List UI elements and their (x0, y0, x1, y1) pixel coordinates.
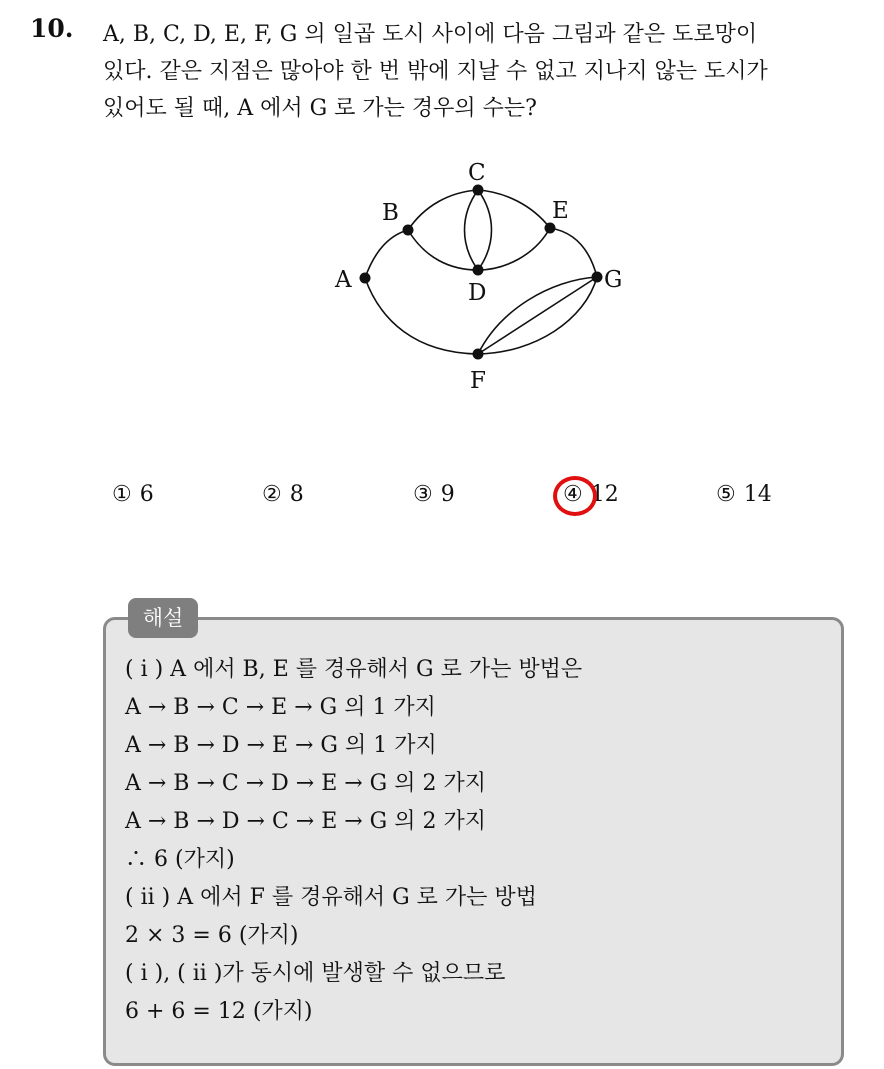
question-number: 10. (30, 14, 74, 43)
choice-mark: ④ (563, 482, 583, 507)
road-network-diagram (300, 150, 640, 400)
node-label-g: G (604, 267, 623, 293)
question-text (103, 16, 873, 127)
choice-mark: ① (112, 482, 132, 507)
choice-value: 8 (289, 482, 304, 507)
solution-line: 6 + 6 = 12 (가지) (125, 999, 313, 1024)
choice-1[interactable] (112, 482, 154, 507)
choice-value: 14 (743, 482, 772, 507)
edge-c-d-right (478, 190, 492, 270)
node-label-a: A (335, 267, 352, 293)
answer-highlight-circle (553, 476, 597, 516)
solution-line: A → B → D → C → E → G 의 2 가지 (125, 809, 486, 834)
node-label-f: F (470, 368, 486, 394)
solution-line: 2 × 3 = 6 (가지) (125, 923, 299, 948)
choice-value: 12 (590, 482, 619, 507)
node-a-dot (360, 273, 371, 284)
node-e-dot (545, 223, 556, 234)
choice-mark: ⑤ (716, 482, 736, 507)
node-f-dot (473, 349, 484, 360)
edge-f-g-straight (478, 277, 597, 354)
node-label-e: E (552, 198, 569, 224)
solution-line: ∴ 6 (가지) (125, 847, 235, 872)
node-d-dot (473, 265, 484, 276)
choice-mark: ② (262, 482, 282, 507)
edge-e-g (550, 228, 597, 277)
question-line: 있다. 같은 지점은 많아야 한 번 밖에 지날 수 없고 지나지 않는 도시가 (103, 59, 768, 84)
question-line: A, B, C, D, E, F, G 의 일곱 도시 사이에 다음 그림과 같은 도로망이 (103, 22, 758, 47)
edge-a-f (365, 278, 478, 354)
solution-line: ( i ), ( ii )가 동시에 발생할 수 없으므로 (125, 961, 506, 986)
choice-value: 9 (440, 482, 455, 507)
node-label-d: D (468, 280, 487, 306)
choice-value: 6 (139, 482, 154, 507)
choice-mark: ③ (413, 482, 433, 507)
node-label-c: C (468, 160, 486, 186)
solution-line: ( i ) A 에서 B, E 를 경유해서 G 로 가는 방법은 (125, 657, 583, 682)
solution-text (125, 651, 582, 1031)
solution-line: ( ii ) A 에서 F 를 경유해서 G 로 가는 방법 (125, 885, 537, 910)
node-g-dot (592, 272, 603, 283)
choice-5[interactable] (716, 482, 772, 507)
node-b-dot (403, 225, 414, 236)
solution-tag: 해설 (128, 598, 198, 638)
question-line: 있어도 될 때, A 에서 G 로 가는 경우의 수는? (103, 96, 537, 121)
node-c-dot (473, 185, 484, 196)
solution-line: A → B → D → E → G 의 1 가지 (125, 733, 437, 758)
solution-line: A → B → C → D → E → G 의 2 가지 (125, 771, 486, 796)
choice-2[interactable] (262, 482, 304, 507)
choice-3[interactable] (413, 482, 455, 507)
node-label-b: B (382, 200, 399, 226)
solution-line: A → B → C → E → G 의 1 가지 (125, 695, 436, 720)
edge-c-d-left (465, 190, 479, 270)
edge-a-b (365, 230, 408, 278)
